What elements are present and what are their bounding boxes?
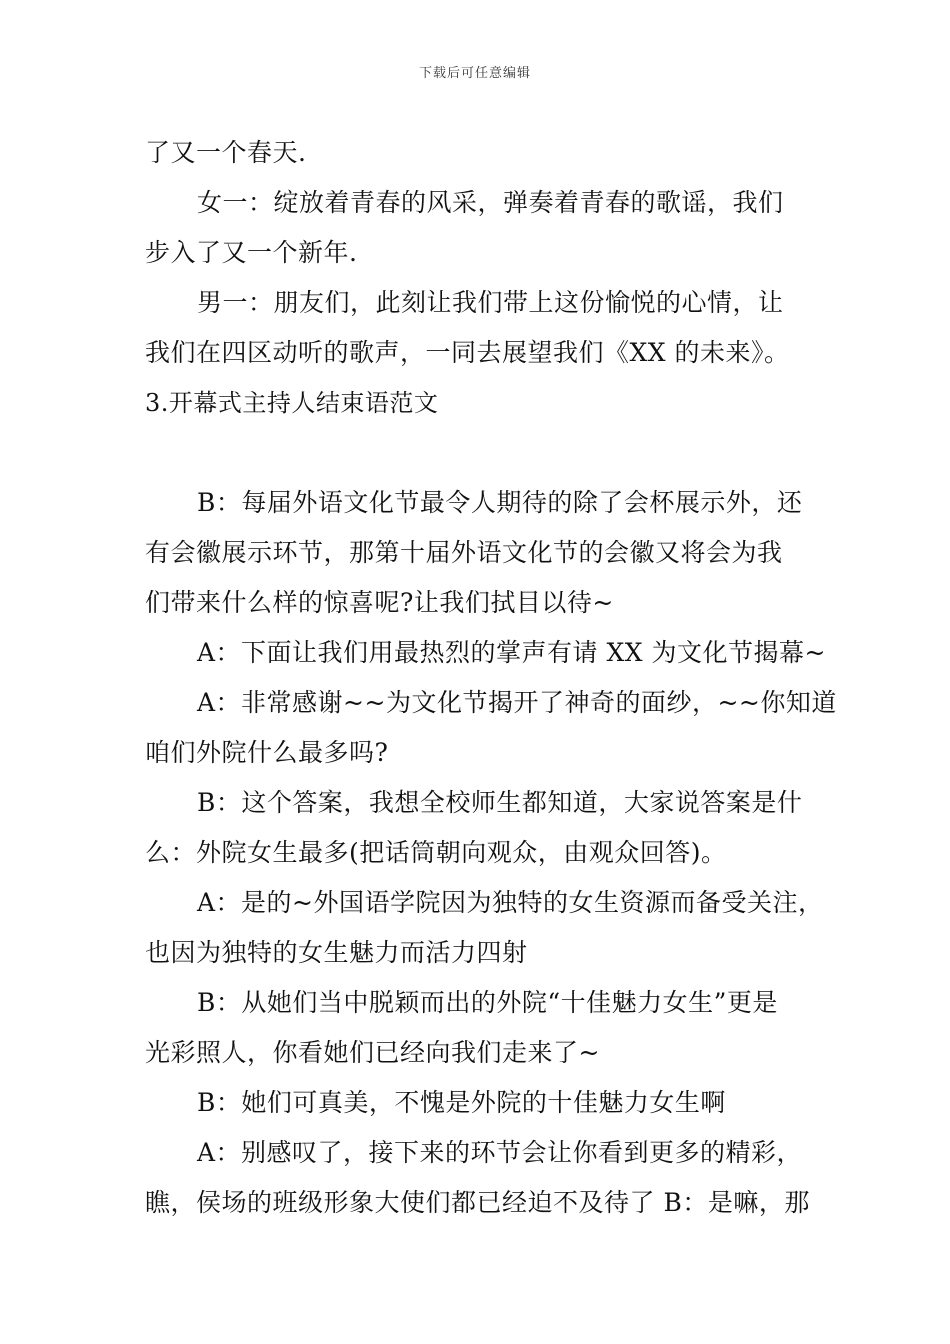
text-line: 女一：绽放着青春的风采，弹奏着青春的歌谣，我们 xyxy=(197,188,784,217)
text-line: 瞧，侯场的班级形象大使们都已经迫不及待了 B：是嘛，那 xyxy=(145,1188,810,1217)
document-body xyxy=(145,128,837,1228)
text-line: 么：外院女生最多(把话筒朝向观众，由观众回答)。 xyxy=(145,838,727,867)
paragraph xyxy=(145,778,815,878)
text-line: B：从她们当中脱颖而出的外院“十佳魅力女生”更是 xyxy=(197,988,778,1017)
paragraph xyxy=(145,278,815,378)
text-line: 也因为独特的女生魅力而活力四射 xyxy=(145,938,528,967)
text-line: A：别感叹了，接下来的环节会让你看到更多的精彩， xyxy=(197,1138,803,1167)
text-line: B：这个答案，我想全校师生都知道，大家说答案是什 xyxy=(197,788,803,817)
text-line: 有会徽展示环节，那第十届外语文化节的会徽又将会为我 xyxy=(145,538,783,567)
text-line: 步入了又一个新年. xyxy=(145,238,358,267)
text-line: B：她们可真美，不愧是外院的十佳魅力女生啊 xyxy=(197,1088,726,1117)
text-line: 我们在四区动听的歌声，一同去展望我们《XX 的未来》。 xyxy=(145,338,790,367)
paragraph xyxy=(145,178,815,278)
paragraph xyxy=(145,128,815,178)
paragraph xyxy=(145,1128,815,1228)
text-line: 咱们外院什么最多吗? xyxy=(145,738,389,767)
paragraph xyxy=(145,1078,815,1128)
text-line: A：是的~外国语学院因为独特的女生资源而备受关注， xyxy=(197,888,824,917)
paragraph xyxy=(145,878,824,978)
text-line: A：非常感谢~~为文化节揭开了神奇的面纱，~~你知道 xyxy=(197,688,837,717)
paragraph xyxy=(145,478,815,628)
paragraph xyxy=(145,628,826,678)
text-line: 了又一个春天. xyxy=(145,138,307,167)
text-line: 们带来什么样的惊喜呢?让我们拭目以待~ xyxy=(145,588,614,617)
paragraph xyxy=(145,978,815,1078)
paragraph xyxy=(145,678,837,778)
section-heading: 3.开幕式主持人结束语范文 xyxy=(145,389,439,417)
text-line: A：下面让我们用最热烈的掌声有请 XX 为文化节揭幕~ xyxy=(197,638,826,667)
text-line: 光彩照人，你看她们已经向我们走来了~ xyxy=(145,1038,600,1067)
blank-line xyxy=(145,428,815,478)
page-header: 下载后可任意编辑 xyxy=(418,66,531,81)
text-line: B：每届外语文化节最令人期待的除了会杯展示外，还 xyxy=(197,488,803,517)
text-line: 男一：朋友们，此刻让我们带上这份愉悦的心情，让 xyxy=(197,288,784,317)
